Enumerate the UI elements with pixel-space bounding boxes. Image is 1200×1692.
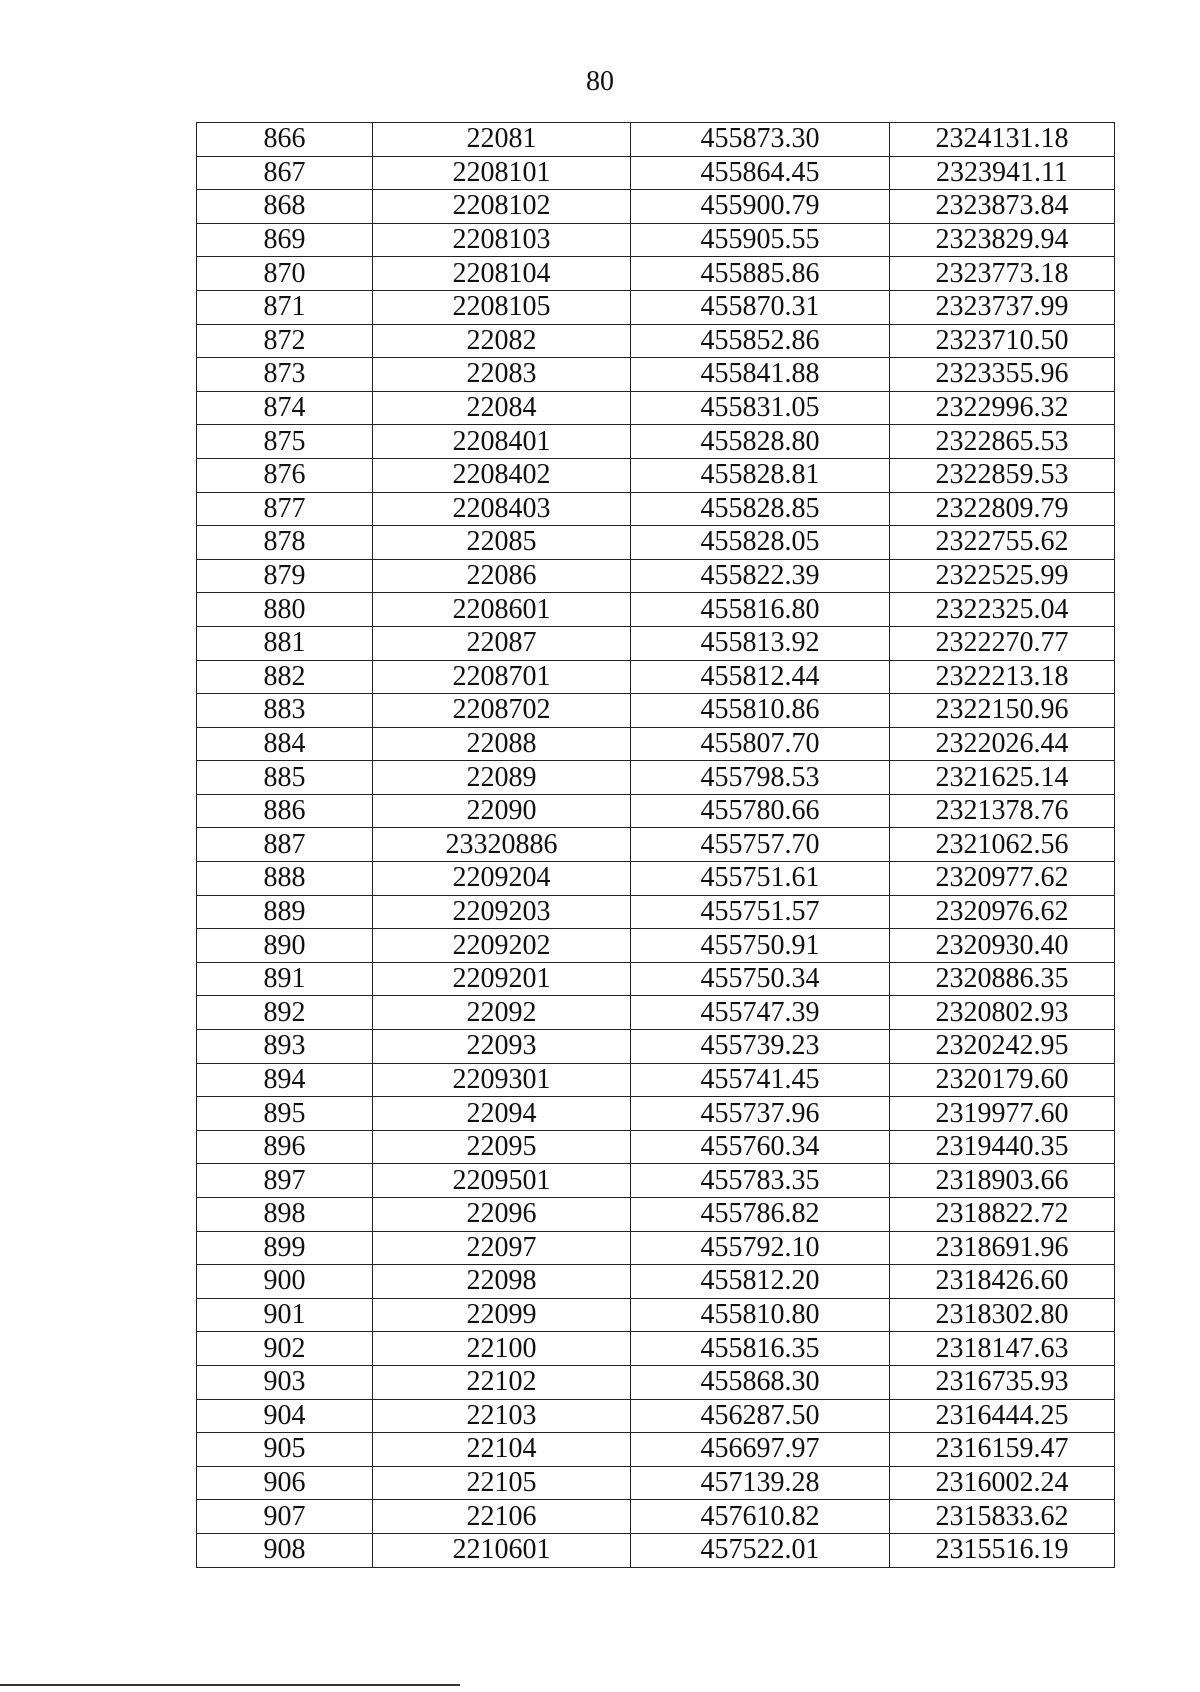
x-coordinate-cell: 455816.80	[631, 593, 890, 627]
point-id-cell: 22092	[373, 996, 631, 1030]
row-number-cell: 905	[197, 1433, 373, 1467]
table-row	[197, 1533, 1115, 1567]
row-number-cell: 893	[197, 1030, 373, 1064]
point-id-cell: 22088	[373, 727, 631, 761]
table-row	[197, 1298, 1115, 1332]
x-coordinate-cell: 455810.86	[631, 694, 890, 728]
row-number-cell: 900	[197, 1265, 373, 1299]
point-id-cell: 22090	[373, 794, 631, 828]
table-row	[197, 1130, 1115, 1164]
y-coordinate-cell: 2319440.35	[890, 1130, 1115, 1164]
point-id-cell: 22099	[373, 1298, 631, 1332]
point-id-cell: 22106	[373, 1500, 631, 1534]
coordinates-table	[196, 122, 1115, 1568]
x-coordinate-cell: 455751.61	[631, 862, 890, 896]
y-coordinate-cell: 2324131.18	[890, 123, 1115, 157]
point-id-cell: 2209201	[373, 962, 631, 996]
x-coordinate-cell: 455757.70	[631, 828, 890, 862]
table-row	[197, 156, 1115, 190]
table-row	[197, 1097, 1115, 1131]
x-coordinate-cell: 457139.28	[631, 1466, 890, 1500]
table-row	[197, 526, 1115, 560]
x-coordinate-cell: 455750.34	[631, 962, 890, 996]
row-number-cell: 902	[197, 1332, 373, 1366]
x-coordinate-cell: 455739.23	[631, 1030, 890, 1064]
table-row	[197, 123, 1115, 157]
y-coordinate-cell: 2322150.96	[890, 694, 1115, 728]
point-id-cell: 22102	[373, 1365, 631, 1399]
y-coordinate-cell: 2316002.24	[890, 1466, 1115, 1500]
row-number-cell: 907	[197, 1500, 373, 1534]
point-id-cell: 22086	[373, 559, 631, 593]
point-id-cell: 22100	[373, 1332, 631, 1366]
x-coordinate-cell: 455741.45	[631, 1063, 890, 1097]
y-coordinate-cell: 2322996.32	[890, 391, 1115, 425]
x-coordinate-cell: 455751.57	[631, 895, 890, 929]
table-row	[197, 559, 1115, 593]
point-id-cell: 22094	[373, 1097, 631, 1131]
x-coordinate-cell: 455807.70	[631, 727, 890, 761]
row-number-cell: 877	[197, 492, 373, 526]
point-id-cell: 22104	[373, 1433, 631, 1467]
table-row	[197, 391, 1115, 425]
point-id-cell: 2209204	[373, 862, 631, 896]
point-id-cell: 22085	[373, 526, 631, 560]
y-coordinate-cell: 2322859.53	[890, 458, 1115, 492]
x-coordinate-cell: 457522.01	[631, 1533, 890, 1567]
point-id-cell: 22105	[373, 1466, 631, 1500]
y-coordinate-cell: 2322809.79	[890, 492, 1115, 526]
table-row	[197, 1198, 1115, 1232]
point-id-cell: 2208102	[373, 190, 631, 224]
table-row	[197, 324, 1115, 358]
point-id-cell: 2208701	[373, 660, 631, 694]
row-number-cell: 876	[197, 458, 373, 492]
table-row	[197, 593, 1115, 627]
x-coordinate-cell: 455812.44	[631, 660, 890, 694]
table-row	[197, 425, 1115, 459]
row-number-cell: 899	[197, 1231, 373, 1265]
point-id-cell: 2208403	[373, 492, 631, 526]
point-id-cell: 23320886	[373, 828, 631, 862]
point-id-cell: 2208103	[373, 223, 631, 257]
x-coordinate-cell: 455786.82	[631, 1198, 890, 1232]
point-id-cell: 2209202	[373, 929, 631, 963]
x-coordinate-cell: 455780.66	[631, 794, 890, 828]
table-row	[197, 1433, 1115, 1467]
row-number-cell: 888	[197, 862, 373, 896]
y-coordinate-cell: 2316735.93	[890, 1365, 1115, 1399]
point-id-cell: 2208104	[373, 257, 631, 291]
row-number-cell: 898	[197, 1198, 373, 1232]
y-coordinate-cell: 2322865.53	[890, 425, 1115, 459]
table-row	[197, 190, 1115, 224]
footer-rule	[0, 1684, 460, 1686]
y-coordinate-cell: 2323737.99	[890, 290, 1115, 324]
table-row	[197, 358, 1115, 392]
point-id-cell: 22103	[373, 1399, 631, 1433]
y-coordinate-cell: 2320976.62	[890, 895, 1115, 929]
table-row	[197, 1030, 1115, 1064]
y-coordinate-cell: 2322270.77	[890, 626, 1115, 660]
y-coordinate-cell: 2318147.63	[890, 1332, 1115, 1366]
x-coordinate-cell: 455885.86	[631, 257, 890, 291]
x-coordinate-cell: 457610.82	[631, 1500, 890, 1534]
x-coordinate-cell: 455816.35	[631, 1332, 890, 1366]
row-number-cell: 878	[197, 526, 373, 560]
point-id-cell: 22083	[373, 358, 631, 392]
x-coordinate-cell: 456697.97	[631, 1433, 890, 1467]
table-row	[197, 1500, 1115, 1534]
row-number-cell: 867	[197, 156, 373, 190]
y-coordinate-cell: 2320886.35	[890, 962, 1115, 996]
x-coordinate-cell: 455792.10	[631, 1231, 890, 1265]
x-coordinate-cell: 455813.92	[631, 626, 890, 660]
coordinates-table-body	[197, 123, 1115, 1568]
point-id-cell: 2208702	[373, 694, 631, 728]
x-coordinate-cell: 455900.79	[631, 190, 890, 224]
x-coordinate-cell: 455873.30	[631, 123, 890, 157]
x-coordinate-cell: 455810.80	[631, 1298, 890, 1332]
row-number-cell: 885	[197, 761, 373, 795]
x-coordinate-cell: 455828.80	[631, 425, 890, 459]
row-number-cell: 866	[197, 123, 373, 157]
y-coordinate-cell: 2321625.14	[890, 761, 1115, 795]
y-coordinate-cell: 2321378.76	[890, 794, 1115, 828]
table-row	[197, 458, 1115, 492]
row-number-cell: 897	[197, 1164, 373, 1198]
row-number-cell: 903	[197, 1365, 373, 1399]
y-coordinate-cell: 2321062.56	[890, 828, 1115, 862]
table-row	[197, 929, 1115, 963]
page-number: 80	[586, 66, 614, 97]
y-coordinate-cell: 2320179.60	[890, 1063, 1115, 1097]
point-id-cell: 22089	[373, 761, 631, 795]
row-number-cell: 879	[197, 559, 373, 593]
row-number-cell: 896	[197, 1130, 373, 1164]
point-id-cell: 2209301	[373, 1063, 631, 1097]
y-coordinate-cell: 2322213.18	[890, 660, 1115, 694]
point-id-cell: 2209501	[373, 1164, 631, 1198]
y-coordinate-cell: 2323941.11	[890, 156, 1115, 190]
row-number-cell: 882	[197, 660, 373, 694]
point-id-cell: 2208401	[373, 425, 631, 459]
table-row	[197, 290, 1115, 324]
table-row	[197, 1265, 1115, 1299]
table-row	[197, 694, 1115, 728]
point-id-cell: 22097	[373, 1231, 631, 1265]
x-coordinate-cell: 455870.31	[631, 290, 890, 324]
row-number-cell: 890	[197, 929, 373, 963]
table-row	[197, 1231, 1115, 1265]
point-id-cell: 22095	[373, 1130, 631, 1164]
y-coordinate-cell: 2318691.96	[890, 1231, 1115, 1265]
row-number-cell: 895	[197, 1097, 373, 1131]
row-number-cell: 904	[197, 1399, 373, 1433]
point-id-cell: 2208601	[373, 593, 631, 627]
table-row	[197, 761, 1115, 795]
y-coordinate-cell: 2316159.47	[890, 1433, 1115, 1467]
y-coordinate-cell: 2323773.18	[890, 257, 1115, 291]
point-id-cell: 2208101	[373, 156, 631, 190]
point-id-cell: 22093	[373, 1030, 631, 1064]
x-coordinate-cell: 455822.39	[631, 559, 890, 593]
table-row	[197, 828, 1115, 862]
row-number-cell: 889	[197, 895, 373, 929]
point-id-cell: 22096	[373, 1198, 631, 1232]
table-row	[197, 1063, 1115, 1097]
x-coordinate-cell: 455798.53	[631, 761, 890, 795]
table-row	[197, 996, 1115, 1030]
table-row	[197, 626, 1115, 660]
y-coordinate-cell: 2320977.62	[890, 862, 1115, 896]
point-id-cell: 22081	[373, 123, 631, 157]
x-coordinate-cell: 455831.05	[631, 391, 890, 425]
x-coordinate-cell: 455828.05	[631, 526, 890, 560]
point-id-cell: 2209203	[373, 895, 631, 929]
table-row	[197, 862, 1115, 896]
row-number-cell: 873	[197, 358, 373, 392]
row-number-cell: 881	[197, 626, 373, 660]
row-number-cell: 886	[197, 794, 373, 828]
table-row	[197, 1164, 1115, 1198]
table-row	[197, 962, 1115, 996]
y-coordinate-cell: 2323829.94	[890, 223, 1115, 257]
x-coordinate-cell: 455905.55	[631, 223, 890, 257]
x-coordinate-cell: 455841.88	[631, 358, 890, 392]
table-row	[197, 1466, 1115, 1500]
x-coordinate-cell: 455750.91	[631, 929, 890, 963]
y-coordinate-cell: 2315516.19	[890, 1533, 1115, 1567]
point-id-cell: 22084	[373, 391, 631, 425]
y-coordinate-cell: 2316444.25	[890, 1399, 1115, 1433]
row-number-cell: 901	[197, 1298, 373, 1332]
y-coordinate-cell: 2323710.50	[890, 324, 1115, 358]
table-row	[197, 727, 1115, 761]
row-number-cell: 868	[197, 190, 373, 224]
table-row	[197, 1332, 1115, 1366]
x-coordinate-cell: 455760.34	[631, 1130, 890, 1164]
table-row	[197, 794, 1115, 828]
x-coordinate-cell: 456287.50	[631, 1399, 890, 1433]
point-id-cell: 22098	[373, 1265, 631, 1299]
y-coordinate-cell: 2315833.62	[890, 1500, 1115, 1534]
y-coordinate-cell: 2322026.44	[890, 727, 1115, 761]
row-number-cell: 892	[197, 996, 373, 1030]
y-coordinate-cell: 2322755.62	[890, 526, 1115, 560]
y-coordinate-cell: 2323355.96	[890, 358, 1115, 392]
table-row	[197, 492, 1115, 526]
x-coordinate-cell: 455747.39	[631, 996, 890, 1030]
table-row	[197, 660, 1115, 694]
x-coordinate-cell: 455783.35	[631, 1164, 890, 1198]
y-coordinate-cell: 2322325.04	[890, 593, 1115, 627]
table-row	[197, 257, 1115, 291]
row-number-cell: 891	[197, 962, 373, 996]
point-id-cell: 22087	[373, 626, 631, 660]
x-coordinate-cell: 455812.20	[631, 1265, 890, 1299]
y-coordinate-cell: 2322525.99	[890, 559, 1115, 593]
row-number-cell: 870	[197, 257, 373, 291]
y-coordinate-cell: 2320802.93	[890, 996, 1115, 1030]
row-number-cell: 908	[197, 1533, 373, 1567]
row-number-cell: 880	[197, 593, 373, 627]
table-row	[197, 1365, 1115, 1399]
y-coordinate-cell: 2319977.60	[890, 1097, 1115, 1131]
row-number-cell: 875	[197, 425, 373, 459]
x-coordinate-cell: 455737.96	[631, 1097, 890, 1131]
row-number-cell: 894	[197, 1063, 373, 1097]
x-coordinate-cell: 455828.81	[631, 458, 890, 492]
point-id-cell: 2208105	[373, 290, 631, 324]
row-number-cell: 872	[197, 324, 373, 358]
point-id-cell: 2210601	[373, 1533, 631, 1567]
row-number-cell: 883	[197, 694, 373, 728]
point-id-cell: 2208402	[373, 458, 631, 492]
y-coordinate-cell: 2320242.95	[890, 1030, 1115, 1064]
table-row	[197, 1399, 1115, 1433]
x-coordinate-cell: 455864.45	[631, 156, 890, 190]
row-number-cell: 874	[197, 391, 373, 425]
y-coordinate-cell: 2318822.72	[890, 1198, 1115, 1232]
row-number-cell: 884	[197, 727, 373, 761]
row-number-cell: 869	[197, 223, 373, 257]
x-coordinate-cell: 455852.86	[631, 324, 890, 358]
point-id-cell: 22082	[373, 324, 631, 358]
table-row	[197, 895, 1115, 929]
y-coordinate-cell: 2320930.40	[890, 929, 1115, 963]
x-coordinate-cell: 455828.85	[631, 492, 890, 526]
row-number-cell: 887	[197, 828, 373, 862]
y-coordinate-cell: 2318426.60	[890, 1265, 1115, 1299]
y-coordinate-cell: 2323873.84	[890, 190, 1115, 224]
y-coordinate-cell: 2318903.66	[890, 1164, 1115, 1198]
row-number-cell: 906	[197, 1466, 373, 1500]
x-coordinate-cell: 455868.30	[631, 1365, 890, 1399]
y-coordinate-cell: 2318302.80	[890, 1298, 1115, 1332]
table-row	[197, 223, 1115, 257]
row-number-cell: 871	[197, 290, 373, 324]
